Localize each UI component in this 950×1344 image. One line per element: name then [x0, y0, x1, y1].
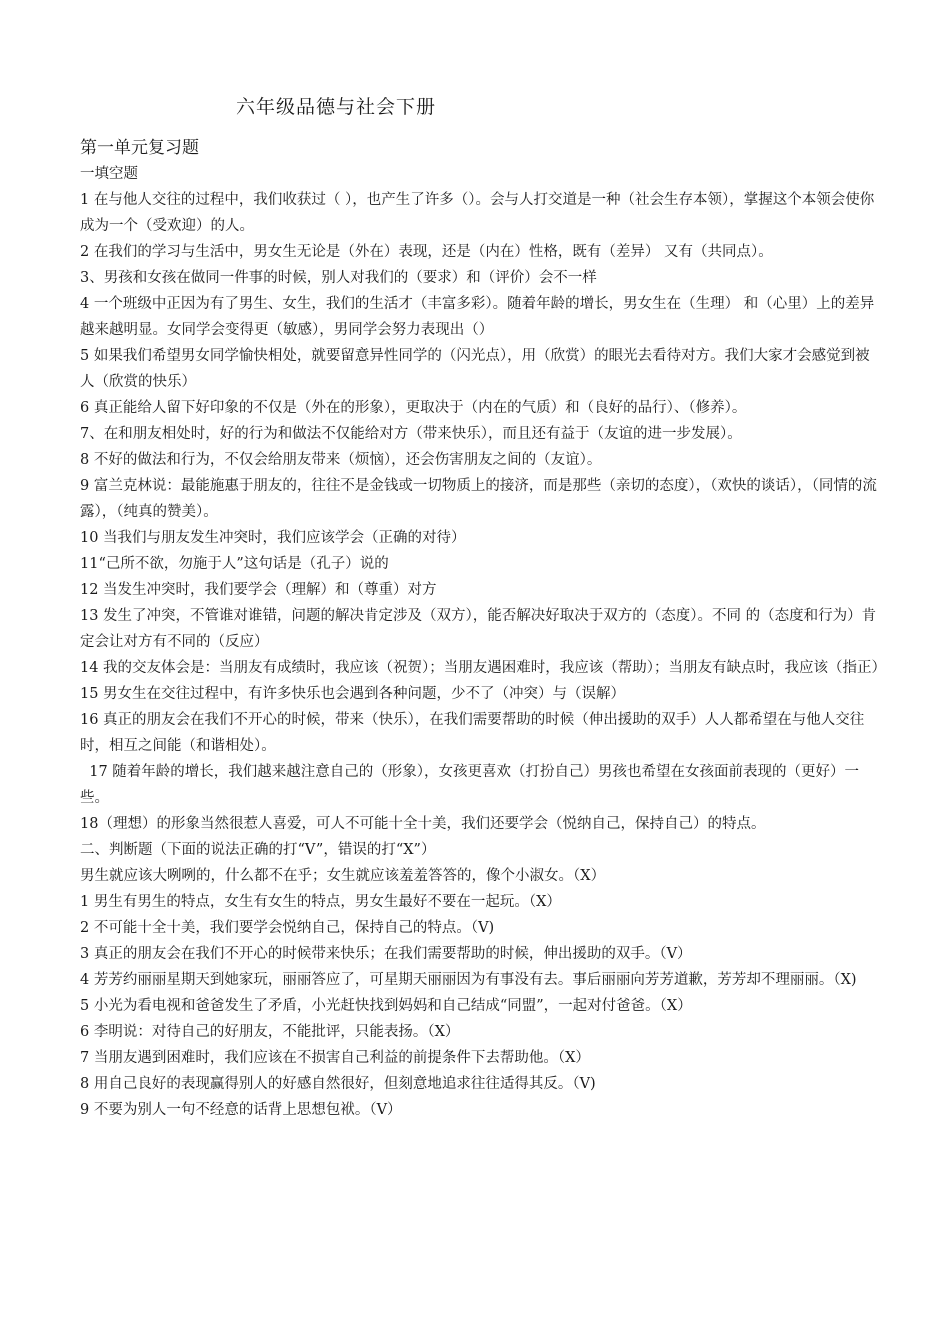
judge-item: 4 芳芳约丽丽星期天到她家玩，丽丽答应了，可星期天丽丽因为有事没有去。事后丽丽向芳芳道歉，芳芳却不理丽丽。（X)	[80, 972, 857, 988]
fill-item: 8 不好的做法和行为，不仅会给朋友带来（烦恼），还会伤害朋友之间的（友谊）。	[80, 452, 602, 468]
fill-item: 10 当我们与朋友发生冲突时，我们应该学会（正确的对待）	[80, 530, 466, 546]
judge-item: 2 不可能十全十美，我们要学会悦纳自己，保持自己的特点。（V)	[80, 920, 495, 936]
section-judge-heading: 二、判断题（下面的说法正确的打“V”，错误的打“X”）	[80, 842, 436, 858]
judge-list	[80, 863, 880, 1123]
judge-item: 6 李明说：对待自己的好朋友，不能批评，只能表扬。（X）	[80, 1024, 460, 1040]
judge-item: 7 当朋友遇到困难时，我们应该在不损害自己利益的前提条件下去帮助他。（X）	[80, 1050, 590, 1066]
fill-item: 15 男女生在交往过程中，有许多快乐也会遇到各种问题，少不了（冲突）与（误解）	[80, 686, 626, 702]
judge-item: 1 男生有男生的特点，女生有女生的特点，男女生最好不要在一起玩。（X）	[80, 894, 561, 910]
fill-item: 13 发生了冲突，不管谁对谁错，问题的解决肯定涉及（双方），能否解决好取决于双方的（态度）。不同 的（态度和行为）肯定会让对方有不同的（反应）	[80, 608, 877, 650]
unit-heading: 第一单元复习题	[80, 138, 199, 158]
judge-item: 8 用自己良好的表现赢得别人的好感自然很好，但刻意地追求往往适得其反。（V)	[80, 1076, 596, 1092]
fill-item: 1 在与他人交往的过程中，我们收获过（ ），也产生了许多（）。会与人打交道是一种（社会生存本领），掌握这个本领会使你成为一个（受欢迎）的人。	[80, 192, 875, 234]
fill-item: 7、在和朋友相处时，好的行为和做法不仅能给对方（带来快乐），而且还有益于（友谊的进一步发展）。	[80, 426, 742, 442]
judge-item: 9 不要为别人一句不经意的话背上思想包袱。（V）	[80, 1102, 402, 1118]
fill-item: 11“己所不欲，勿施于人”这句话是（孔子）说的	[80, 556, 389, 572]
fill-item: 12 当发生冲突时，我们要学会（理解）和（尊重）对方	[80, 582, 437, 598]
judge-item: 男生就应该大咧咧的，什么都不在乎；女生就应该羞羞答答的，像个小淑女。（X）	[80, 868, 606, 884]
fill-item: 18（理想）的形象当然很惹人喜爱，可人不可能十全十美，我们还要学会（悦纳自己，保持自己）的特点。	[80, 816, 766, 832]
section-fill-heading: 一填空题	[80, 166, 138, 182]
judge-item: 5 小光为看电视和爸爸发生了矛盾，小光赶快找到妈妈和自己结成“同盟”，一起对付爸爸。（X）	[80, 998, 692, 1014]
fill-list	[80, 187, 887, 837]
fill-item: 9 富兰克林说：最能施惠于朋友的，往往不是金钱或一切物质上的接济，而是那些（亲切的态度），（欢快的谈话），（同情的流露），（纯真的赞美）。	[80, 478, 877, 520]
fill-item: 14 我的交友体会是：当朋友有成绩时，我应该（祝贺）；当朋友遇困难时，我应该（帮助）；当朋友有缺点时，我应该（指正）	[80, 660, 887, 676]
fill-item: 16 真正的朋友会在我们不开心的时候，带来（快乐），在我们需要帮助的时候（伸出援助的双手）人人都希望在与他人交往时，相互之间能（和谐相处）。	[80, 712, 865, 754]
fill-item: 5 如果我们希望男女同学愉快相处，就要留意异性同学的（闪光点），用（欣赏）的眼光去看待对方。我们大家才会感觉到被人（欣赏的快乐）	[80, 348, 870, 390]
fill-item: 6 真正能给人留下好印象的不仅是（外在的形象），更取决于（内在的气质）和（良好的品行）、（修养）。	[80, 400, 747, 416]
document-title: 六年级品德与社会下册	[236, 96, 437, 118]
fill-item: 2 在我们的学习与生活中，男女生无论是（外在）表现，还是（内在）性格，既有（差异） 又有（共同点）。	[80, 244, 773, 260]
fill-item: 3、男孩和女孩在做同一件事的时候，别人对我们的（要求）和（评价）会不一样	[80, 270, 597, 286]
fill-item: 17 随着年龄的增长，我们越来越注意自己的（形象），女孩更喜欢（打扮自己）男孩也希望在女孩面前表现的（更好）一些。	[80, 764, 860, 806]
judge-item: 3 真正的朋友会在我们不开心的时候带来快乐；在我们需要帮助的时候，伸出援助的双手。（V）	[80, 946, 692, 962]
fill-item: 4 一个班级中正因为有了男生、女生，我们的生活才（丰富多彩）。随着年龄的增长，男女生在（生理） 和（心里）上的差异越来越明显。女同学会变得更（敏感），男同学会努力表现出（）	[80, 296, 875, 338]
